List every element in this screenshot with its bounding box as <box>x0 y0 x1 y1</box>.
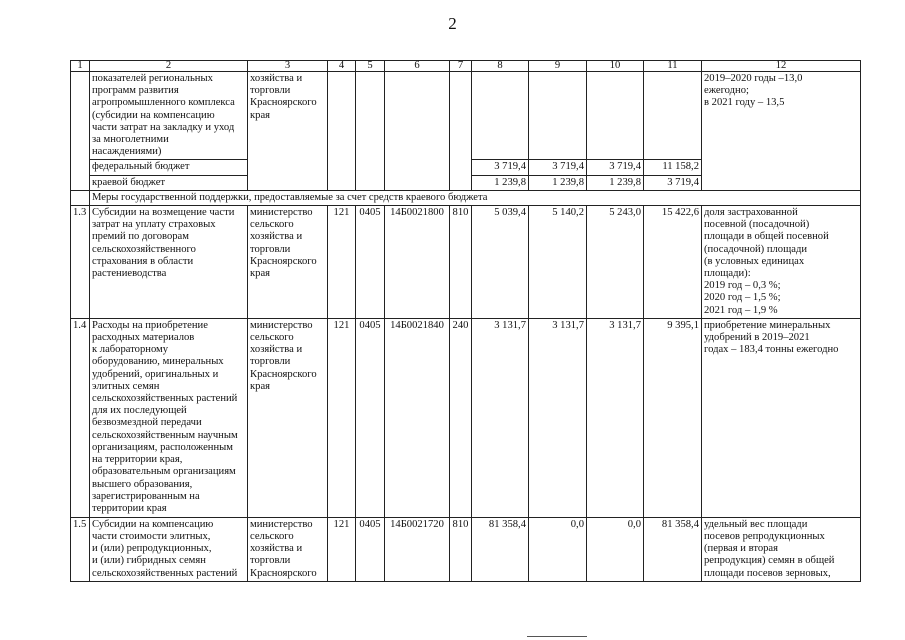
y2019-cell <box>472 72 529 160</box>
regional-2020: 1 239,8 <box>529 175 587 190</box>
row-number: 1.5 <box>71 517 90 581</box>
federal-total: 11 158,2 <box>644 160 702 175</box>
header-cell: 12 <box>702 61 861 72</box>
measure-name: показателей региональных программ развития агропромышленного комплекса (субсидии на компенсацию части затрат на закладку и уход за многолетними насаждениями) <box>90 72 248 160</box>
expected-result: приобретение минеральных удобрений в 2019–2021 годах – 183,4 тонны ежегодно <box>702 318 861 517</box>
total-value: 9 395,1 <box>644 318 702 517</box>
y2021-value: 0,0 <box>587 517 644 581</box>
csr-cell <box>385 72 450 191</box>
vr-cell <box>450 72 472 191</box>
regional-2019: 1 239,8 <box>472 175 529 190</box>
rzpr-cell <box>356 72 385 191</box>
total-value: 81 358,4 <box>644 517 702 581</box>
row-number-cell <box>71 72 90 191</box>
y2021-value: 3 131,7 <box>587 318 644 517</box>
total-value: 15 422,6 <box>644 206 702 319</box>
federal-budget-label: федеральный бюджет <box>90 160 248 175</box>
header-cell: 6 <box>385 61 450 72</box>
header-cell: 8 <box>472 61 529 72</box>
table-row <box>71 206 861 319</box>
header-cell: 11 <box>644 61 702 72</box>
page-number: 2 <box>448 14 457 33</box>
federal-2019: 3 719,4 <box>472 160 529 175</box>
y2020-value: 3 131,7 <box>529 318 587 517</box>
y2020-value: 5 140,2 <box>529 206 587 319</box>
csr-code: 14Б0021840 <box>385 318 450 517</box>
continuation-row <box>71 72 861 160</box>
row-number: 1.4 <box>71 318 90 517</box>
page-bottom-rule <box>527 636 587 637</box>
y2020-cell <box>529 72 587 160</box>
rzpr-code: 0405 <box>356 206 385 319</box>
header-cell: 9 <box>529 61 587 72</box>
expected-result: удельный вес площади посевов репродукционных (первая и вторая репродукция) семян в общей площади посевов зерновых, <box>702 517 861 581</box>
regional-total: 3 719,4 <box>644 175 702 190</box>
federal-2021: 3 719,4 <box>587 160 644 175</box>
expected-result: 2019–2020 годы –13,0 ежегодно; в 2021 году – 13,5 <box>702 72 861 191</box>
rzpr-code: 0405 <box>356 318 385 517</box>
y2019-value: 5 039,4 <box>472 206 529 319</box>
grbs-code: 121 <box>328 318 356 517</box>
vr-code: 810 <box>450 206 472 319</box>
executor: министерство сельского хозяйства и торговли Красноярского <box>248 517 328 581</box>
executor: хозяйства и торговли Красноярского края <box>248 72 328 191</box>
vr-code: 240 <box>450 318 472 517</box>
header-cell: 2 <box>90 61 248 72</box>
measure-name: Субсидии на возмещение части затрат на уплату страховых премий по договорам сельскохозяйственного страхования в области растениеводства <box>90 206 248 319</box>
csr-code: 14Б0021720 <box>385 517 450 581</box>
y2021-value: 5 243,0 <box>587 206 644 319</box>
y2019-value: 3 131,7 <box>472 318 529 517</box>
header-cell: 3 <box>248 61 328 72</box>
header-cell: 10 <box>587 61 644 72</box>
table-row <box>71 318 861 517</box>
program-measures-table <box>70 60 861 582</box>
row-number: 1.3 <box>71 206 90 319</box>
y2021-cell <box>587 72 644 160</box>
executor: министерство сельского хозяйства и торговли Красноярского края <box>248 318 328 517</box>
y2020-value: 0,0 <box>529 517 587 581</box>
expected-result: доля застрахованной посевной (посадочной) площади в общей посевной (посадочной) площади (в условных единицах площади): 2019 год – 0,3 %; 2020 год – 1,5 %; 2021 год – 1,9 % <box>702 206 861 319</box>
grbs-code: 121 <box>328 517 356 581</box>
measure-name: Субсидии на компенсацию части стоимости элитных, и (или) репродукционных, и (или) гибридных семян сельскохозяйственных растений <box>90 517 248 581</box>
grbs-cell <box>328 72 356 191</box>
total-cell <box>644 72 702 160</box>
y2019-value: 81 358,4 <box>472 517 529 581</box>
table-row <box>71 517 861 581</box>
header-cell: 7 <box>450 61 472 72</box>
csr-code: 14Б0021800 <box>385 206 450 319</box>
grbs-code: 121 <box>328 206 356 319</box>
header-cell: 4 <box>328 61 356 72</box>
executor: министерство сельского хозяйства и торговли Красноярского края <box>248 206 328 319</box>
section-title: Меры государственной поддержки, предоставляемые за счет средств краевого бюджета <box>90 190 861 205</box>
regional-2021: 1 239,8 <box>587 175 644 190</box>
header-cell: 1 <box>71 61 90 72</box>
federal-2020: 3 719,4 <box>529 160 587 175</box>
measure-name: Расходы на приобретение расходных материалов к лабораторному оборудованию, минеральных удобрений, оригинальных и элитных семян сельскохозяйственных растений для их последующей безвозмездной передачи сельскохозяйственным научным организациям, расположенным на территории края, образовательным организациям высшего образования, зарегистрированным на территории края <box>90 318 248 517</box>
header-cell: 5 <box>356 61 385 72</box>
column-number-row <box>71 61 861 72</box>
regional-budget-label: краевой бюджет <box>90 175 248 190</box>
vr-code: 810 <box>450 517 472 581</box>
section-title-row <box>71 190 861 205</box>
section-number-cell <box>71 190 90 205</box>
rzpr-code: 0405 <box>356 517 385 581</box>
